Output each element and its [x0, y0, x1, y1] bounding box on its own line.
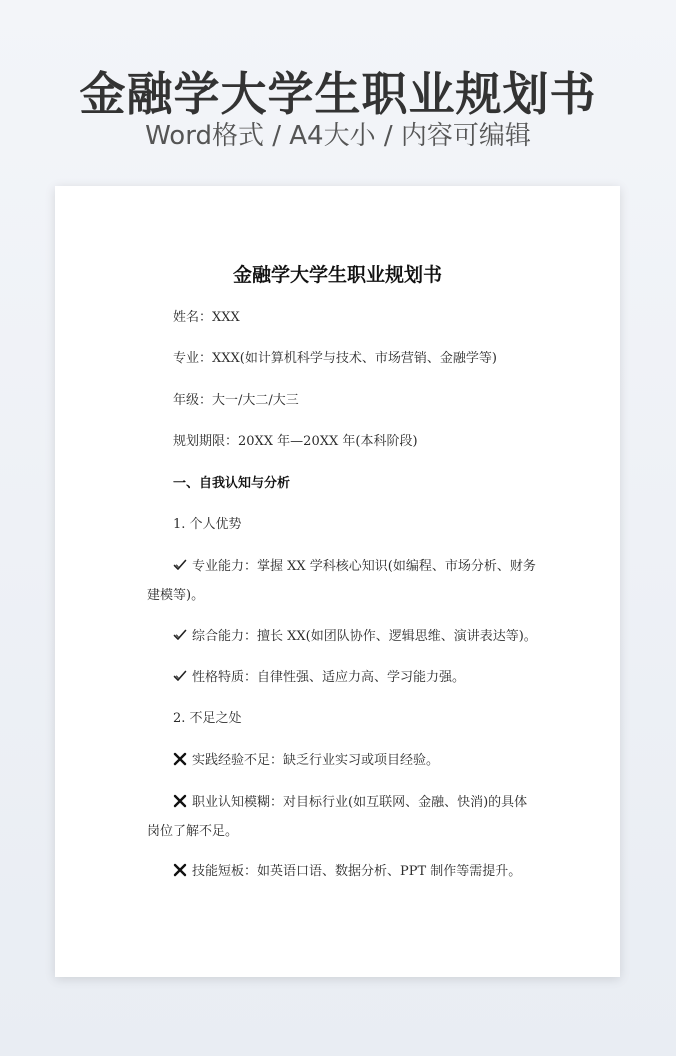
check-icon — [173, 628, 187, 642]
strength-text: 综合能力：擅长 XX(如团队协作、逻辑思维、演讲表达等)。 — [192, 629, 537, 644]
strength-text: 专业能力：掌握 XX 学科核心知识(如编程、市场分析、财务 — [192, 559, 536, 574]
cross-icon — [173, 863, 187, 877]
info-major: 专业：XXX(如计算机科学与技术、市场营销、金融学等) — [173, 351, 497, 366]
weakness-text-cont: 岗位了解不足。 — [147, 824, 239, 839]
banner-subtitle: Word格式 / A4大小 / 内容可编辑 — [145, 121, 531, 151]
weakness-text: 技能短板：如英语口语、数据分析、PPT 制作等需提升。 — [192, 864, 522, 879]
check-icon — [173, 558, 187, 572]
strength-item — [147, 663, 547, 692]
cross-icon — [173, 752, 187, 766]
document-title: 金融学大学生职业规划书 — [232, 264, 442, 286]
weakness-text: 实践经验不足：缺乏行业实习或项目经验。 — [192, 753, 440, 768]
strength-item — [147, 552, 547, 610]
weakness-item — [147, 788, 547, 846]
info-period: 规划期限：20XX 年—20XX 年(本科阶段) — [173, 434, 418, 449]
cross-icon — [173, 794, 187, 808]
strength-text: 性格特质：自律性强、适应力高、学习能力强。 — [192, 670, 466, 685]
document-page — [55, 186, 620, 977]
subheading-strengths: 1. 个人优势 — [173, 517, 242, 532]
weakness-text: 职业认知模糊：对目标行业(如互联网、金融、快消)的具体 — [192, 795, 528, 810]
info-name: 姓名：XXX — [173, 310, 240, 325]
check-icon — [173, 669, 187, 683]
info-grade: 年级：大一/大二/大三 — [173, 393, 299, 408]
strength-item — [147, 622, 547, 651]
subheading-weaknesses: 2. 不足之处 — [173, 711, 242, 726]
banner-title: 金融学大学生职业规划书 — [79, 67, 597, 121]
section-heading: 一、自我认知与分析 — [173, 476, 291, 491]
strength-text-cont: 建模等)。 — [147, 588, 205, 603]
weakness-item — [147, 857, 547, 886]
weakness-item — [147, 746, 547, 775]
